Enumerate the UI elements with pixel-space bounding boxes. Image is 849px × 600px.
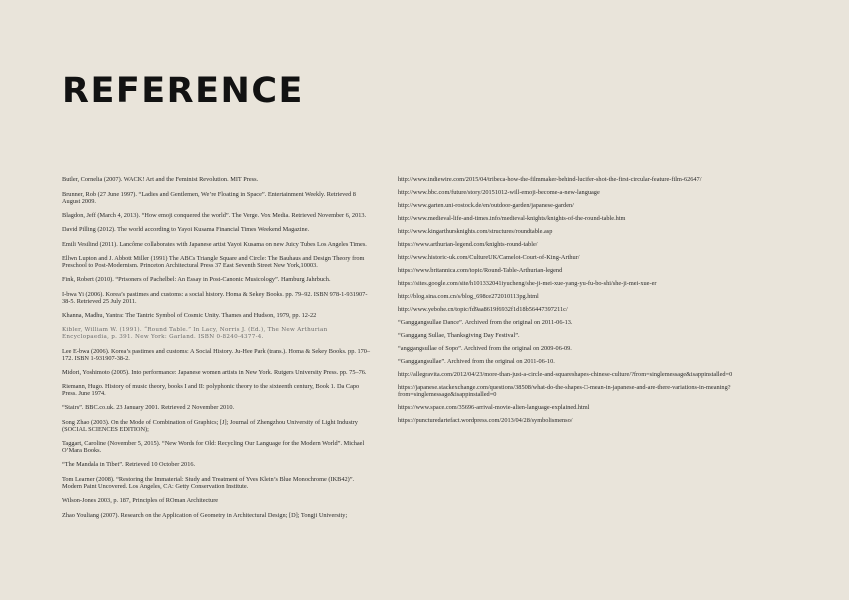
- reference-item: “Stairs”. BBC.co.uk. 23 January 2001. Retrieved 2 November 2010.: [62, 404, 235, 411]
- reference-item: Khanna, Madhu, Yantra: The Tantric Symbol of Cosmic Unity. Thames and Hudson, 1979, pp. 12-22: [62, 312, 317, 319]
- page-title: REFERENCE: [62, 71, 304, 111]
- reference-item: Lee E-bwa (2006). Korea’s pastimes and customs: A Social History. Ju-Hee Park (trans.). Homa & Sekey Books. pp. 170–172. ISBN 1-931907-38-2.: [62, 348, 371, 362]
- reference-item: Tom Learner (2008). “Restoring the Immaterial: Study and Treatment of Yves Klein’s Blue Monochrome (IKB42)”. Modern Paint Uncovered. Los Angeles, CA: Getty Conservation Institute.: [62, 476, 355, 490]
- reference-item: “The Mandala in Tibet”. Retrieved 10 October 2016.: [62, 461, 196, 468]
- reference-item: Zhao Youliang (2007). Research on the Application of Geometry in Architectural Design; [D]; Tongji University;: [62, 512, 348, 519]
- reference-item: “Ganggang Sullae, Thanksgiving Day Festival”.: [398, 332, 520, 339]
- reference-url[interactable]: https://www.arthurian-legend.com/knights-round-table/: [398, 241, 538, 248]
- reference-url[interactable]: https://sites.google.com/site/h101332041iyucheng/she-ji-mei-xue-yang-yu-fu-bo-shi/she-ji-mei-xue-er: [398, 280, 657, 287]
- reference-url[interactable]: http://www.yebohe.cn/topic/fd9aa8619f6932f1d18b56447397211c/: [398, 306, 568, 313]
- reference-url[interactable]: http://www.historic-uk.com/CultureUK/Camelot-Court-of-King-Arthur/: [398, 254, 580, 261]
- reference-item: Midori, Yoshimoto (2005). Into performance: Japanese women artists in New York. Rutgers University Press. pp. 75–76.: [62, 369, 367, 376]
- reference-url[interactable]: https://japanese.stackexchange.com/questions/38508/what-do-the-shapes-□-mean-in-japanese-and-are-there-variations-in-meaning?from=singlemessage&isappinstalled=0: [398, 384, 731, 398]
- reference-item: Song Zhao (2003). On the Mode of Combination of Graphics; [J]; Journal of Zhengzhou University of Light Industry (SOCIAL SCIENCES EDITION);: [62, 419, 358, 433]
- reference-item: Butler, Cornelia (2007). WACK! Art and the Feminist Revolution. MIT Press.: [62, 176, 259, 183]
- reference-item: Kibler, William W. (1991). “Round Table.” In Lacy, Norris J. (Ed.), The New Arthurian Encyclopaedia, p. 391. New York: Garland. ISBN 0-8240-4377-4.: [62, 327, 328, 340]
- reference-list-left: [62, 176, 374, 519]
- reference-url[interactable]: http://www.indiewire.com/2015/04/tribeca-how-the-filmmaker-behind-lucifer-shot-the-first-circular-feature-film-62647/: [398, 176, 702, 183]
- reference-item: Fink, Robert (2010). “Prisoners of Pachelbel: An Essay in Post-Canonic Musicology”. Hamburg Jahrbuch.: [62, 276, 331, 283]
- reference-item: “Ganggangsullae Dance”. Archived from the original on 2011-06-13.: [398, 319, 573, 326]
- reference-item: Emili Vesilind (2011). Lancôme collaborates with Japanese artist Yayoi Kusama on new Juicy Tubes Los Angeles Times.: [62, 241, 367, 248]
- reference-url[interactable]: https://www.britannica.com/topic/Round-Table-Arthurian-legend: [398, 267, 563, 274]
- reference-item: “Ganggangsullae”. Archived from the original on 2011-06-10.: [398, 358, 555, 365]
- reference-item: Wilson-Jones 2003, p. 187, Principles of ROman Architecture: [62, 497, 219, 504]
- reference-url[interactable]: http://www.medieval-life-and-times.info/medieval-knights/knights-of-the-round-table.htm: [398, 215, 626, 222]
- reference-url[interactable]: https://www.space.com/35696-arrival-movie-alien-language-explained.html: [398, 404, 590, 411]
- reference-url[interactable]: http://blog.sina.com.cn/s/blog_698ce272010113pg.html: [398, 293, 539, 300]
- reference-url[interactable]: http://allegravita.com/2012/04/23/more-than-just-a-circle-and-squareshapes-chinese-culture/?from=singlemessage&isappinstalled=0: [398, 371, 733, 378]
- reference-item: I-bwa Yi (2006). Korea’s pastimes and customs: a social history. Homa & Sekey Books. pp. 79–92. ISBN 978-1-931907-38-5. Retrieved 25 July 2011.: [62, 291, 368, 305]
- reference-item: Brunner, Rob (27 June 1997). “Ladies and Gentlemen, We’re Floating in Space”. Entertainment Weekly. Retrieved 8 August 2009.: [62, 191, 356, 205]
- reference-item: Ellwn Lupton and J. Abbott Miller (1991) The ABCs Triangle Square and Circle: The Bauhaus and Design Theory from Preschool to Post-Modernism. Princeton Architectural Press 37 East Seventh Street New York,10003.: [62, 255, 365, 269]
- reference-item: Taggart, Caroline (November 5, 2015). “New Words for Old: Recycling Our Language for the Modern World”. Michael O’Mara Books.: [62, 440, 365, 454]
- reference-list-right: [398, 176, 743, 424]
- reference-item: Blagdon, Jeff (March 4, 2013). “How emoji conquered the world”. The Verge. Vox Media. Retrieved November 6, 2013.: [62, 212, 367, 219]
- reference-item: David Pilling (2012). The world according to Yayoi Kusama Financial Times Weekend Magazine.: [62, 226, 310, 233]
- reference-url[interactable]: http://www.bbc.com/future/story/20151012-will-emoji-become-a-new-language: [398, 189, 600, 196]
- reference-url[interactable]: http://www.garten.uni-rostock.de/en/outdoor-garden/japanese-garden/: [398, 202, 574, 209]
- reference-item: “anggangsullae of Sopo”. Archived from the original on 2009-06-09.: [398, 345, 572, 352]
- reference-url[interactable]: https://puncturedartefact.wordpress.com/2013/04/28/symbolismenso/: [398, 417, 573, 424]
- reference-url[interactable]: http://www.kingarthursknights.com/structures/roundtable.asp: [398, 228, 553, 235]
- reference-item: Riemann, Hugo. History of music theory, books I and II: polyphonic theory to the sixteenth century, Book 1. Da Capo Press. June 1974.: [62, 383, 360, 397]
